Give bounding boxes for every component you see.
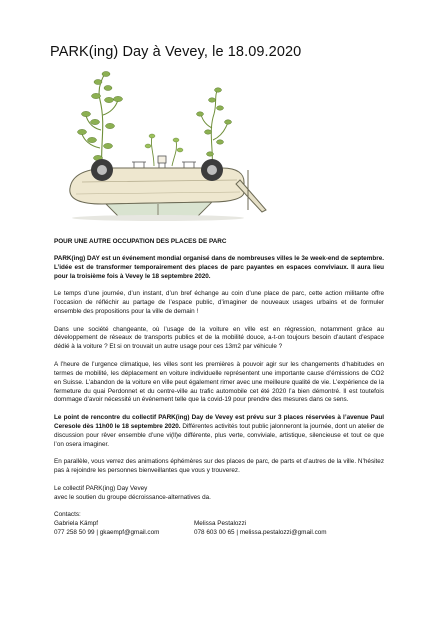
signature-collective: Le collectif PARK(ing) Day Vevey <box>54 484 148 492</box>
upturned-car-garden-illustration <box>62 70 268 222</box>
contacts-label: Contacts: <box>54 511 81 519</box>
contact2-name: Melissa Pestalozzi <box>194 520 247 528</box>
meeting-point-text: Le point de rencontre du collectif PARK(ing) Day de Vevey est prévu sur 3 places réservées à l’avenue Paul Ceresole dès 11h00 le 18 septembre 2020. <box>54 413 384 430</box>
paragraph-6: En parallèle, vous verrez des animations éphémères sur des places de parc, de parts et d’autres de la ville. N’hésitez pas à rejoindre les personnes bienveillantes que vous y trouverez. <box>54 458 384 475</box>
paragraph-5 <box>54 414 384 450</box>
document-title: PARK(ing) Day à Vevey, le 18.09.2020 <box>50 44 302 60</box>
contacts-info-row <box>54 529 384 538</box>
paragraph-3: Dans une société changeante, où l’usage de la voiture en ville est en régression, notamment grâce au développement de réseaux de transports publics et de la mobilité douce, a-t-on toujours besoin d’autant d’espace dédié à la voiture ? Et si on trouvait un autre usage pour ces 13m2 par véhicule ? <box>54 325 384 351</box>
document-body <box>54 238 384 538</box>
contact1-info: 077 258 50 99 | gkaempf@gmail.com <box>54 529 160 537</box>
intro-paragraph: PARK(ing) DAY est un événement mondial organisé dans de nombreuses villes le 3e week-end de septembre. L’idée est de transformer temporairement des places de parc payantes en espaces conviviaux. Il aura lieu pour la troisième fois à Vevey le 18 septembre 2020. <box>54 254 384 280</box>
contacts-names-row <box>54 520 384 529</box>
contacts-block <box>54 511 384 538</box>
section-heading: POUR UNE AUTRE OCCUPATION DES PLACES DE PARC <box>54 238 227 245</box>
signature-support: avec le soutien du groupe décroissance-alternatives da. <box>54 493 211 501</box>
contact2-info: 078 603 00 65 | melissa.pestalozzi@gmail.com <box>194 529 327 537</box>
contact1-name: Gabriela Kämpf <box>54 520 99 528</box>
paragraph-2: Le temps d’une journée, d’un instant, d’un bref échange au coin d’une place de parc, cette action militante offre l’occasion de réfléchir au partage de l’espace public, d’imaginer de nouveaux usages urbains et de formuler ensemble des propositions pour la ville de demain ! <box>54 290 384 316</box>
paragraph-4: A l’heure de l’urgence climatique, les villes sont les premières à pouvoir agir sur les changements d’habitudes en termes de mobilité, les déplacement en voiture individuelle représentent une importante cause d’émissions de CO2 en Suisse. L’abandon de la voiture en ville peut également rimer avec une meilleure qualité de vie. L’expérience de la fermeture du quai Perdonnet et du centre-ville au trafic automobile cet été 2020 l’a bien démontré. Il est toutefois dommage d’avoir nécessité un événement telle que la covid-19 pour prendre des mesures dans ce sens. <box>54 360 384 404</box>
activities-text: Différentes activités tout public jalonneront la journée, dont un atelier de discussion pour rêver ensemble d’une vi(ll)e différente, plus verte, conviviale, artistique, silencieuse et tout ce que l’on osera imaginer. <box>54 422 384 448</box>
